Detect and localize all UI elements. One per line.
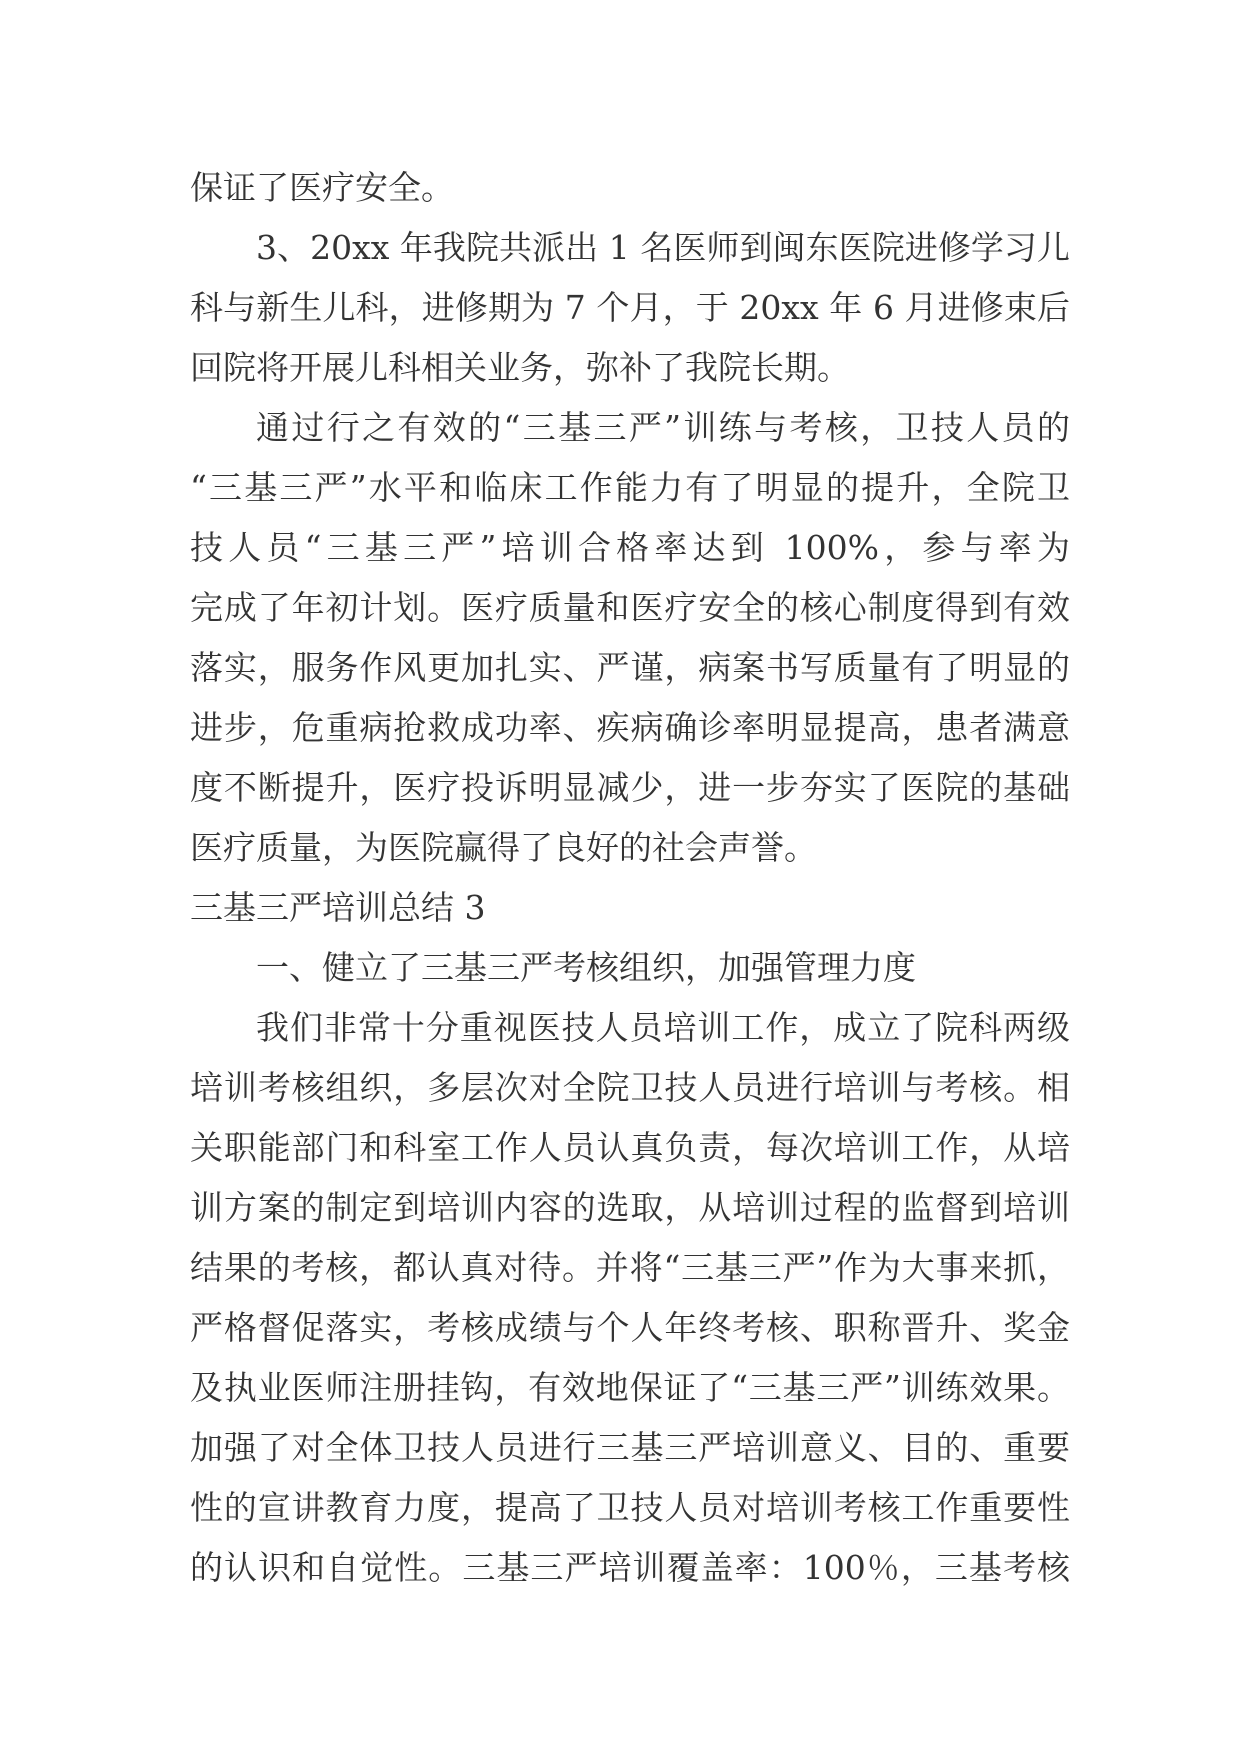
text-line: 科与新生儿科，进修期为 7 个月，于 20xx 年 6 月进修束后: [190, 288, 1070, 327]
subsection-heading: 一、健立了三基三严考核组织，加强管理力度: [256, 948, 916, 987]
text-line: 度不断提升，医疗投诉明显减少，进一步夯实了医院的基础: [190, 768, 1070, 807]
section-heading: 三基三严培训总结 3: [190, 888, 486, 927]
text-line: 保证了医疗安全。: [190, 168, 454, 207]
document-body: [190, 158, 1070, 1598]
text-line: 3、20xx 年我院共派出 1 名医师到闽东医院进修学习儿: [256, 228, 1070, 267]
text-line: 性的宣讲教育力度，提高了卫技人员对培训考核工作重要性: [190, 1488, 1070, 1527]
text-line: 完成了年初计划。医疗质量和医疗安全的核心制度得到有效: [190, 588, 1070, 627]
text-line: 回院将开展儿科相关业务，弥补了我院长期。: [190, 348, 850, 387]
text-line: 落实，服务作风更加扎实、严谨，病案书写质量有了明显的: [190, 648, 1070, 687]
text-line: 及执业医师注册挂钩，有效地保证了“三基三严”训练效果。: [190, 1368, 1070, 1407]
text-line: 加强了对全体卫技人员进行三基三严培训意义、目的、重要: [190, 1428, 1070, 1467]
text-line: 通过行之有效的“三基三严”训练与考核，卫技人员的: [256, 408, 1070, 447]
text-line: 技人员“三基三严”培训合格率达到 100%，参与率为: [190, 528, 1070, 567]
text-line: “三基三严”水平和临床工作能力有了明显的提升，全院卫: [190, 468, 1070, 507]
text-line: 训方案的制定到培训内容的选取，从培训过程的监督到培训: [190, 1188, 1070, 1227]
text-line: 我们非常十分重视医技人员培训工作，成立了院科两级: [256, 1008, 1070, 1047]
text-line: 的认识和自觉性。三基三严培训覆盖率：100％，三基考核: [190, 1548, 1070, 1587]
text-line: 严格督促落实，考核成绩与个人年终考核、职称晋升、奖金: [190, 1308, 1070, 1347]
text-line: 结果的考核，都认真对待。并将“三基三严”作为大事来抓，: [190, 1248, 1070, 1287]
text-line: 关职能部门和科室工作人员认真负责，每次培训工作，从培: [190, 1128, 1070, 1167]
text-line: 进步，危重病抢救成功率、疾病确诊率明显提高，患者满意: [190, 708, 1070, 747]
text-line: 培训考核组织，多层次对全院卫技人员进行培训与考核。相: [190, 1068, 1070, 1107]
text-line: 医疗质量，为医院赢得了良好的社会声誉。: [190, 828, 817, 867]
